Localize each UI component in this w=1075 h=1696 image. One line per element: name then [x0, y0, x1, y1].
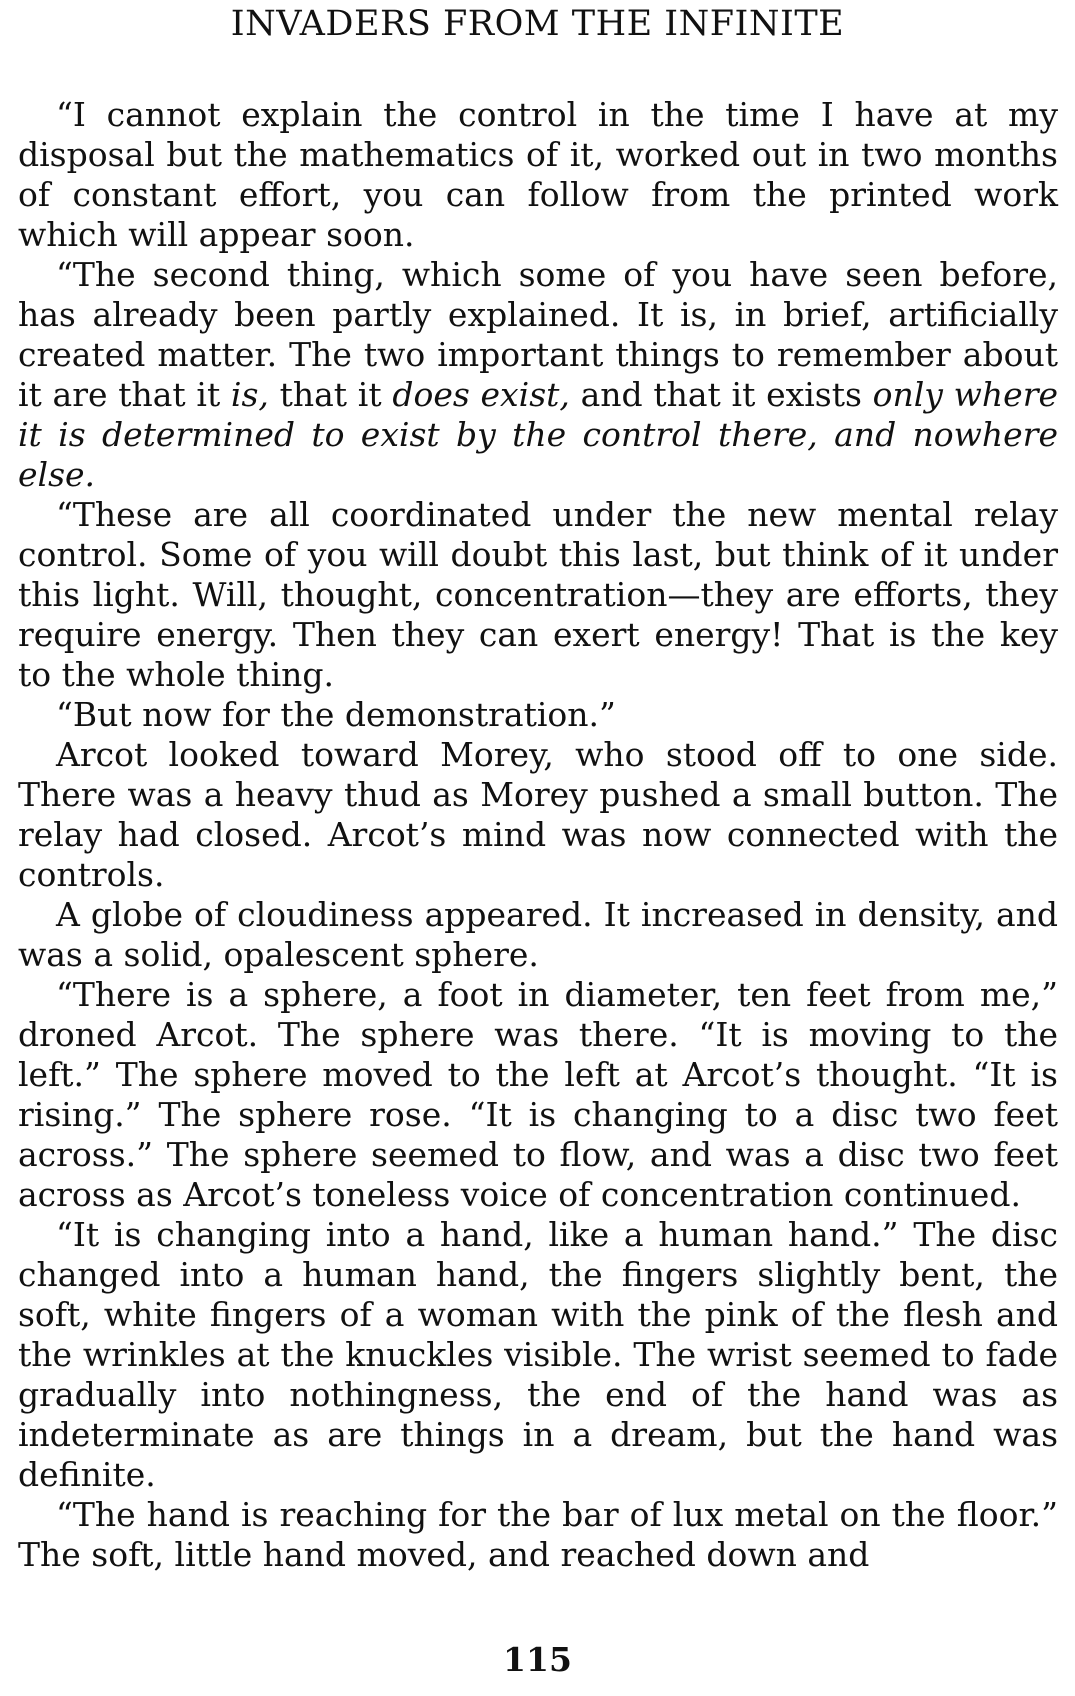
- italic-text-run: is,: [230, 375, 269, 414]
- page-number: 115: [503, 1640, 572, 1679]
- text-run: “But now for the demonstration.”: [56, 695, 616, 734]
- paragraph: [18, 735, 1058, 895]
- paragraph: [18, 495, 1058, 695]
- text-run: and that it exists: [569, 375, 873, 414]
- text-run: “The hand is reaching for the bar of lux metal on the floor.” The soft, little hand moved, and reached down and: [18, 1495, 1058, 1574]
- text-run: Arcot looked toward Morey, who stood off to one side. There was a heavy thud as Morey pushed a small button. The relay had closed. Arcot’s mind was now connected with the controls.: [18, 735, 1058, 894]
- text-run: that it: [268, 375, 393, 414]
- italic-text-run: only where it is determined to exist by the control there, and nowhere else.: [18, 375, 1058, 494]
- paragraph: [18, 895, 1058, 975]
- text-run: “These are all coordinated under the new mental relay control. Some of you will doubt this last, but think of it under this light. Will, thought, concentration—they are efforts, they require energy. Then they can exert energy! That is the key to the whole thing.: [18, 495, 1058, 694]
- paragraph: [18, 695, 1058, 735]
- body-text: [18, 95, 1058, 1575]
- text-run: “The second thing, which some of you have seen before, has already been partly explained. It is, in brief, artificially created matter. The two important things to remember about it are that it: [18, 255, 1058, 414]
- paragraph: [18, 1495, 1058, 1575]
- text-run: A globe of cloudiness appeared. It increased in density, and was a solid, opalescent sphere.: [18, 895, 1058, 974]
- text-run: “I cannot explain the control in the time I have at my disposal but the mathematics of it, worked out in two months of constant effort, you can follow from the printed work which will appear soon.: [18, 95, 1058, 254]
- text-run: “It is changing into a hand, like a human hand.” The disc changed into a human hand, the fingers slightly bent, the soft, white fingers of a woman with the pink of the flesh and the wrinkles at the knuckles visible. The wrist seemed to fade gradually into nothingness, the end of the hand was as indeterminate as are things in a dream, but the hand was definite.: [18, 1215, 1058, 1494]
- italic-text-run: does exist,: [392, 375, 570, 414]
- paragraph: [18, 255, 1058, 495]
- paragraph: [18, 95, 1058, 255]
- paragraph: [18, 975, 1058, 1215]
- running-head-title: INVADERS FROM THE INFINITE: [230, 4, 845, 44]
- text-run: “There is a sphere, a foot in diameter, ten feet from me,” droned Arcot. The sphere was there. “It is moving to the left.” The sphere moved to the left at Arcot’s thought. “It is rising.” The sphere rose. “It is changing to a disc two feet across.” The sphere seemed to flow, and was a disc two feet across as Arcot’s toneless voice of concentration continued.: [18, 975, 1058, 1214]
- paragraph: [18, 1215, 1058, 1495]
